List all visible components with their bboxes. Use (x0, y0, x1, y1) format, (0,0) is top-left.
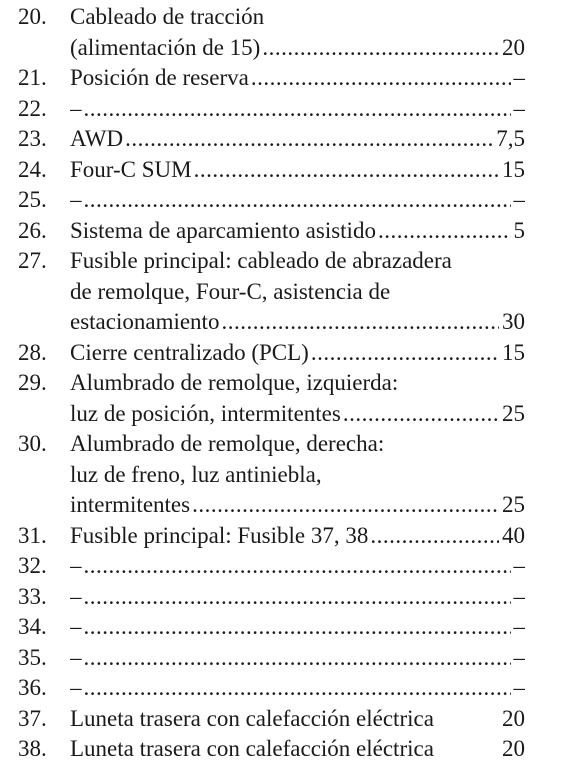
dot-leader (194, 155, 499, 186)
fuse-entry (0, 673, 575, 704)
fuse-last-line (70, 490, 525, 521)
fuse-last-line (70, 63, 525, 94)
dot-leader (84, 612, 511, 643)
fuse-number: 33. (18, 583, 47, 609)
fuse-description-line: Alumbrado de remolque, derecha: (70, 431, 385, 456)
fuse-amperage: – (513, 614, 525, 639)
fuse-amperage: 25 (502, 400, 525, 426)
fuse-entry (0, 94, 575, 125)
fuse-description: Cierre centralizado (PCL) (70, 339, 309, 365)
fuse-entry (0, 734, 575, 765)
fuse-entry (0, 368, 575, 429)
fuse-number: 28. (18, 339, 47, 365)
fuse-description-line: Fusible principal: cableado de abrazadera (70, 248, 452, 273)
fuse-entry (0, 612, 575, 643)
fuse-number: 38. (18, 736, 47, 761)
fuse-number: 32. (18, 553, 47, 578)
fuse-last-line (70, 94, 525, 125)
fuse-amperage: 30 (502, 309, 525, 334)
fuse-entry (0, 216, 575, 247)
fuse-number: 34. (18, 614, 47, 639)
fuse-last-line (70, 582, 525, 613)
fuse-entry (0, 429, 575, 521)
dot-leader (125, 124, 493, 155)
fuse-last-line (70, 155, 525, 186)
fuse-amperage: – (513, 65, 525, 90)
fuse-description: Posición de reserva (70, 65, 249, 90)
fuse-amperage: – (513, 187, 525, 212)
fuse-entry (0, 155, 575, 186)
dot-leader (378, 216, 511, 247)
dot-leader (84, 185, 511, 216)
fuse-last-line (70, 185, 525, 216)
dot-leader (311, 338, 499, 369)
fuse-number: 31. (18, 522, 47, 548)
fuse-entry (0, 2, 575, 63)
fuse-description: AWD (70, 126, 124, 151)
fuse-last-line (70, 216, 525, 247)
fuse-description: intermitentes (70, 492, 191, 517)
fuse-last-line (70, 124, 525, 155)
fuse-last-line (70, 33, 525, 64)
fuse-description: – (70, 644, 82, 670)
fuse-amperage: – (513, 644, 525, 670)
fuse-amperage: 20 (502, 34, 525, 60)
dot-leader (84, 673, 511, 704)
fuse-number: 23. (18, 126, 47, 151)
fuse-number: 30. (18, 431, 47, 456)
fuse-description: Luneta trasera con calefacción eléctrica (70, 705, 434, 731)
fuse-amperage: 15 (502, 339, 525, 365)
dot-leader (370, 521, 499, 552)
fuse-number: 21. (18, 65, 47, 90)
fuse-description: luz de posición, intermitentes (70, 400, 341, 426)
fuse-last-line (70, 704, 525, 735)
fuse-description-line: luz de freno, luz antiniebla, (70, 461, 322, 487)
fuse-description: Sistema de aparcamiento asistido (70, 217, 376, 243)
dot-leader (262, 33, 499, 64)
fuse-last-line (70, 673, 525, 704)
fuse-last-line (70, 551, 525, 582)
fuse-number: 20. (18, 4, 47, 29)
fuse-number: 36. (18, 675, 47, 700)
fuse-description: estacionamiento (70, 309, 220, 334)
fuse-amperage: 15 (502, 156, 525, 182)
fuse-entry (0, 551, 575, 582)
fuse-amperage: – (513, 583, 525, 609)
fuse-description: – (70, 583, 82, 609)
fuse-amperage: 7,5 (496, 126, 525, 151)
fuse-amperage: – (513, 553, 525, 578)
fuse-description: – (70, 187, 82, 212)
fuse-amperage: 20 (502, 705, 525, 731)
dot-leader (84, 643, 511, 674)
fuse-entry (0, 643, 575, 674)
fuse-amperage: – (513, 95, 525, 121)
fuse-description-line: Cableado de tracción (70, 4, 265, 29)
dot-leader (84, 582, 511, 613)
fuse-entry (0, 124, 575, 155)
fuse-entry (0, 338, 575, 369)
fuse-number: 35. (18, 644, 47, 670)
fuse-last-line (70, 338, 525, 369)
fuse-number: 27. (18, 248, 47, 273)
fuse-last-line (70, 307, 525, 338)
fuse-list (0, 2, 575, 765)
fuse-amperage: 20 (502, 736, 525, 761)
fuse-number: 22. (18, 95, 47, 121)
fuse-last-line (70, 734, 525, 765)
fuse-last-line (70, 399, 525, 430)
fuse-description: – (70, 553, 82, 578)
fuse-last-line (70, 612, 525, 643)
dot-leader (221, 307, 499, 338)
dot-leader (343, 399, 499, 430)
fuse-description: – (70, 675, 82, 700)
fuse-last-line (70, 521, 525, 552)
fuse-entry (0, 521, 575, 552)
fuse-number: 24. (18, 156, 47, 182)
fuse-entry (0, 246, 575, 338)
fuse-entry (0, 582, 575, 613)
fuse-description-line: de remolque, Four-C, asistencia de (70, 278, 391, 304)
fuse-number: 37. (18, 705, 47, 731)
fuse-amperage: 40 (502, 522, 525, 548)
fuse-number: 25. (18, 187, 47, 212)
fuse-entry (0, 185, 575, 216)
fuse-number: 29. (18, 370, 47, 395)
fuse-description-line: Alumbrado de remolque, izquierda: (70, 370, 399, 395)
dot-leader (192, 490, 499, 521)
fuse-description: – (70, 614, 82, 639)
fuse-amperage: 5 (513, 217, 525, 243)
fuse-amperage: – (513, 675, 525, 700)
fuse-amperage: 25 (502, 492, 525, 517)
fuse-entry (0, 704, 575, 735)
fuse-description: Four-C SUM (70, 156, 192, 182)
dot-leader (84, 94, 511, 125)
fuse-number: 26. (18, 217, 47, 243)
dot-leader (251, 63, 511, 94)
fuse-description: Fusible principal: Fusible 37, 38 (70, 522, 369, 548)
fuse-last-line (70, 643, 525, 674)
dot-leader (84, 551, 511, 582)
fuse-description: – (70, 95, 82, 121)
fuse-entry (0, 63, 575, 94)
fuse-description: (alimentación de 15) (70, 34, 261, 60)
fuse-description: Luneta trasera con calefacción eléctrica (70, 736, 434, 761)
